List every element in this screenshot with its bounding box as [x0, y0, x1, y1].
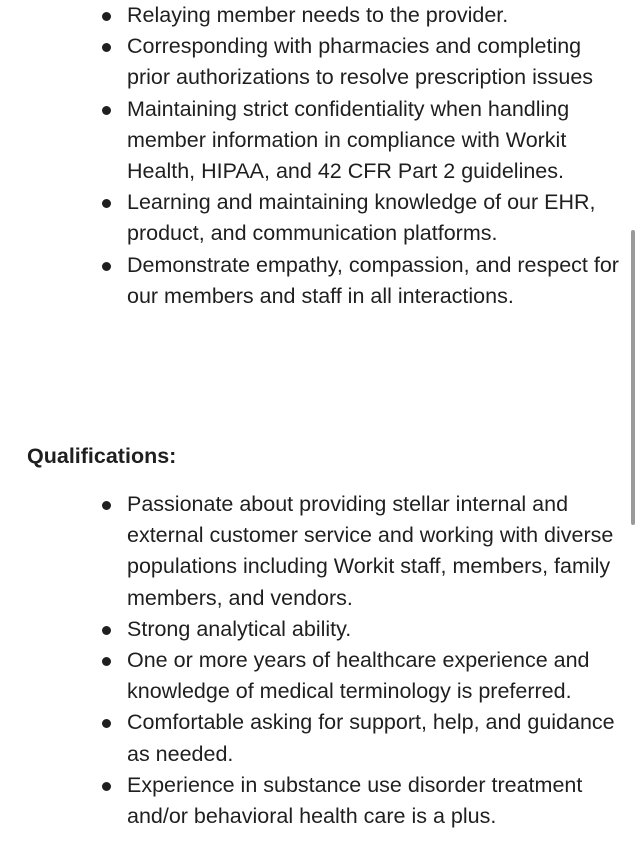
- list-item: Maintaining strict confidentiality when handling member information in compliance with Workit Health, HIPAA, and 42 CFR Part 2 guidelines.: [127, 94, 622, 188]
- qualifications-list: [127, 489, 622, 832]
- scrollbar-thumb[interactable]: [631, 230, 635, 525]
- responsibilities-list: [127, 0, 622, 312]
- list-item: Learning and maintaining knowledge of our EHR, product, and communication platforms.: [127, 187, 622, 249]
- list-item: Experience in substance use disorder treatment and/or behavioral health care is a plus.: [127, 770, 622, 832]
- list-item: One or more years of healthcare experience and knowledge of medical terminology is preferred.: [127, 645, 622, 707]
- list-item: Passionate about providing stellar internal and external customer service and working with diverse populations including Workit staff, members, family members, and vendors.: [127, 489, 622, 614]
- list-item: Comfortable asking for support, help, and guidance as needed.: [127, 707, 622, 769]
- list-item: Demonstrate empathy, compassion, and respect for our members and staff in all interactions.: [127, 250, 622, 312]
- list-item: Relaying member needs to the provider.: [127, 0, 622, 31]
- list-item: Strong analytical ability.: [127, 614, 622, 645]
- list-item: Corresponding with pharmacies and completing prior authorizations to resolve prescription issues: [127, 31, 622, 93]
- qualifications-heading: Qualifications:: [27, 444, 177, 468]
